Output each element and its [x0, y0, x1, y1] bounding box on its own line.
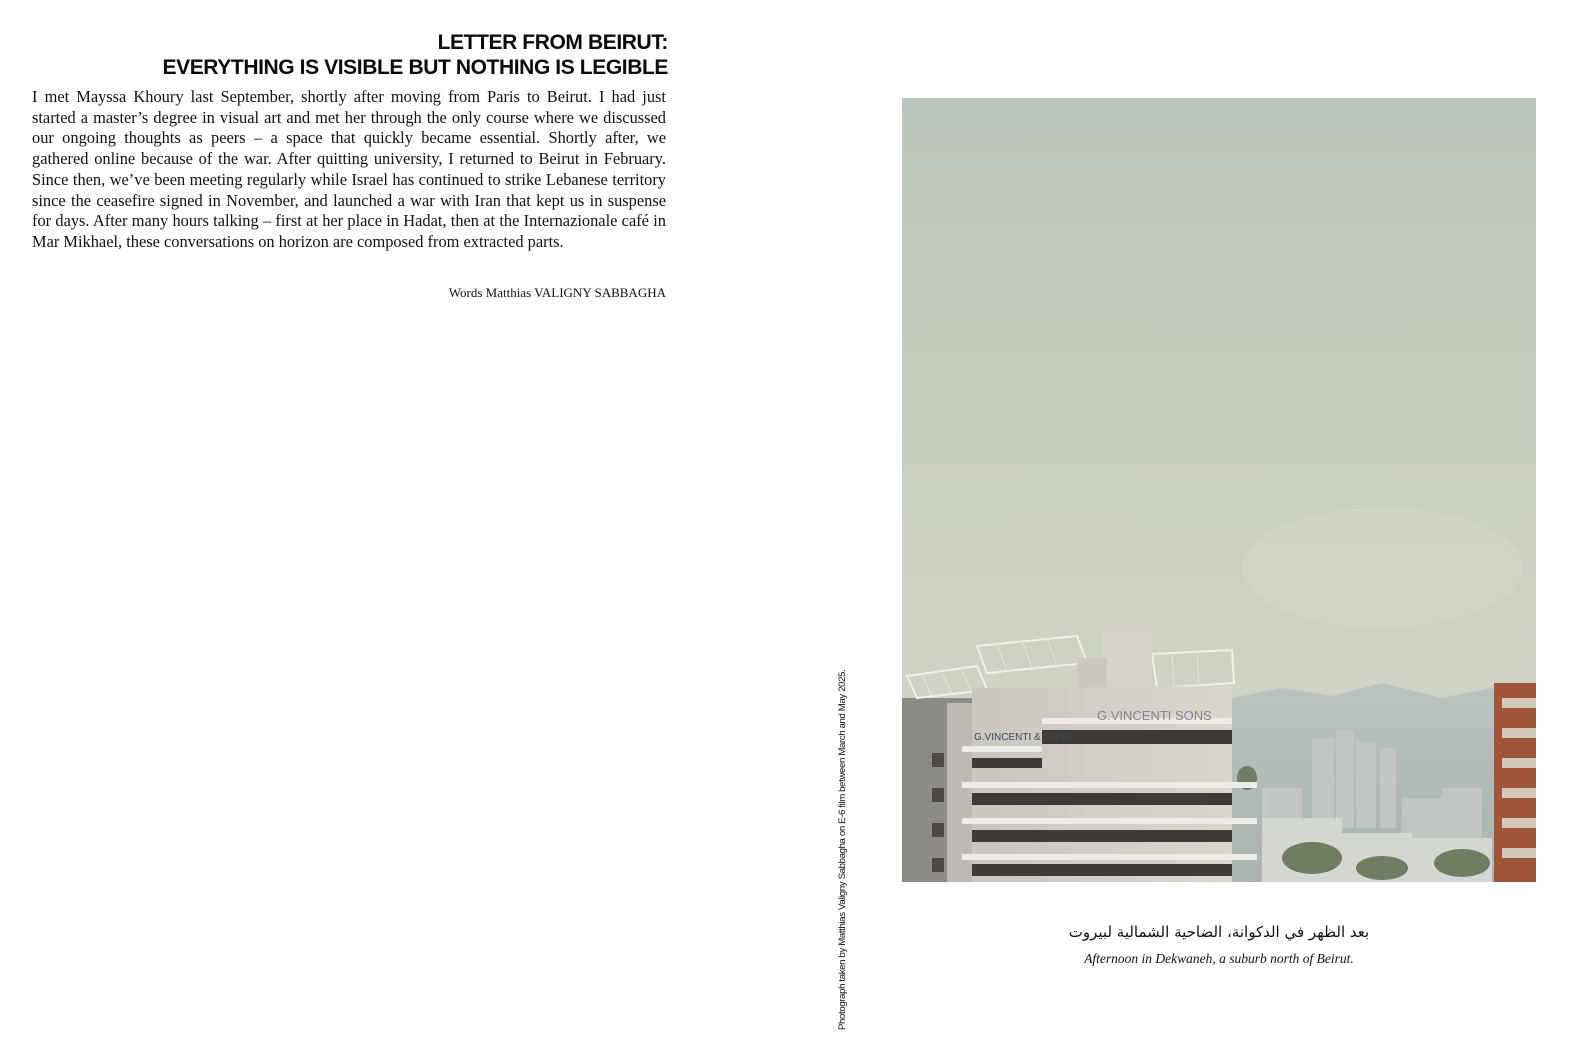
title-line-2: EVERYTHING IS VISIBLE BUT NOTHING IS LEGIBLE	[162, 56, 668, 79]
right-red-building	[1494, 683, 1536, 882]
article-body: I met Mayssa Khoury last September, shortly after moving from Paris to Beirut. I had just started a master’s degree in visual art and met her through the only course where we discussed our ongoing thoughts as peers – a space that quickly became essential. Shortly after, we gathered online because of the war. After quitting university, I returned to Beirut in February. Since then, we’ve been meeting regularly while Israel has continued to strike Lebanese territory since the ceasefire signed in November, and launched a war with Iran that kept us in suspense for days. After many hours talking – first at her place in Hadat, then at the Internazionale café in Mar Mikhael, these conversations on horizon are composed from extracted parts.	[32, 87, 666, 251]
photo-credit: Photograph taken by Matthias Valigny Sabbagha on E-6 film between March and May 2025.	[837, 669, 848, 1030]
caption-arabic: بعد الظهر في الدكوانة، الضاحية الشمالية لبيروت	[1068, 923, 1370, 941]
sign-right: G.VINCENTI SONS	[1097, 708, 1212, 723]
photograph	[902, 98, 1536, 882]
title-line-1: LETTER FROM BEIRUT:	[437, 31, 668, 54]
caption-english: Afternoon in Dekwaneh, a suburb north of Beirut.	[1084, 951, 1354, 966]
byline: Words Matthias VALIGNY SABBAGHA	[448, 285, 666, 300]
sign-front: G.VINCENTI & SONS	[974, 732, 1072, 743]
photo-illustration	[902, 98, 1536, 882]
article-title	[32, 30, 668, 80]
